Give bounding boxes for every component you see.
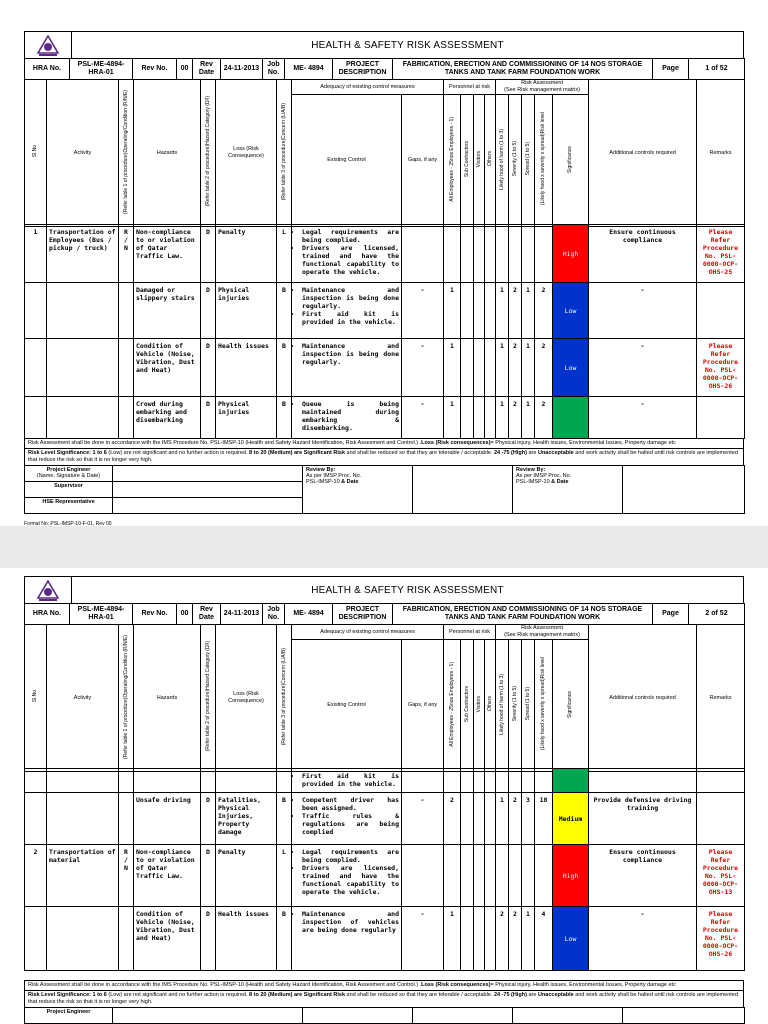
severity-cell bbox=[509, 225, 522, 283]
rev-value: 00 bbox=[177, 604, 193, 625]
header-info bbox=[24, 58, 744, 80]
procedure-note: Risk Assessment shall be done in accordance with the IMS Procedure No. PSL-IMSP-10 (Health and Safety Hazard Identification, Risk Assesment and Control.) .Loss (Risk consequences)= Physical injury, Health issues, Environmental Issues, Property damage etc bbox=[24, 438, 744, 448]
sno-cell: 2 bbox=[25, 845, 47, 907]
col-activity: Activity bbox=[47, 80, 119, 227]
risk-level-cell bbox=[535, 769, 553, 793]
col-personnel: Personnel at risk bbox=[444, 625, 496, 640]
col-significance: Significance bbox=[553, 95, 589, 227]
company-logo bbox=[25, 577, 72, 604]
sno-cell bbox=[25, 397, 47, 439]
rev-date-value: 24-11-2013 bbox=[221, 59, 263, 80]
col-existing: Existing Control bbox=[292, 95, 402, 227]
document-title: HEALTH & SAFETY RISK ASSESSMENT bbox=[311, 585, 504, 596]
remarks-cell bbox=[697, 397, 745, 439]
table-row bbox=[25, 793, 745, 845]
spread-cell: 3 bbox=[522, 793, 535, 845]
rn-cell bbox=[119, 283, 134, 339]
rn-cell: R / N bbox=[119, 225, 134, 283]
col-significance: Significance bbox=[553, 640, 589, 772]
page-value: 1 of 52 bbox=[689, 59, 745, 80]
visitors-cell bbox=[474, 845, 485, 907]
sno-cell bbox=[25, 283, 47, 339]
spread-cell: 1 bbox=[522, 339, 535, 397]
loss-cell: Penalty bbox=[216, 845, 277, 907]
rev-date-value: 24-11-2013 bbox=[221, 604, 263, 625]
existing-control-cell bbox=[292, 793, 402, 845]
significance-cell bbox=[553, 769, 589, 793]
rn-cell bbox=[119, 907, 134, 971]
col-hazards: Hazards bbox=[134, 80, 201, 227]
table-row bbox=[25, 339, 745, 397]
col-adequacy: Adequacy of existing control measures bbox=[292, 80, 444, 95]
project-value: FABRICATION, ERECTION AND COMMISSIONING OF 14 NOS STORAGE TANKS AND TANK FARM FOUNDATION WORK bbox=[393, 59, 653, 80]
table-row bbox=[25, 283, 745, 339]
hazard-cell: Damaged or slippery stairs bbox=[134, 283, 201, 339]
col-concern: (Refer table 3 of procedure)Concern (L/A/B) bbox=[277, 625, 292, 772]
project-engineer-field[interactable] bbox=[113, 1008, 303, 1024]
activity-cell bbox=[47, 793, 119, 845]
hra-label: HRA No. bbox=[25, 59, 70, 80]
hazard-cell: Condition of Vehicle (Noise, Vibration, Dust and Heat) bbox=[134, 907, 201, 971]
rn-cell bbox=[119, 339, 134, 397]
logo-icon bbox=[35, 580, 61, 602]
table-row bbox=[25, 397, 745, 439]
col-likelihood: Likely hood of harm (1 to 3) bbox=[496, 95, 509, 227]
visitors-cell bbox=[474, 907, 485, 971]
significance-cell: High bbox=[553, 225, 589, 283]
sub-contractors-cell bbox=[461, 283, 474, 339]
column-headers bbox=[24, 79, 744, 227]
review-by-block-2: Review By: As per IMSP Proc. No. PSL-IMSP-10 & Date bbox=[513, 466, 623, 514]
rn-cell bbox=[119, 793, 134, 845]
control-item: • Maintenance and inspection is being done regularly. bbox=[302, 286, 399, 310]
additional-controls-cell: Provide defensive driving training bbox=[589, 793, 697, 845]
col-others: Others bbox=[485, 640, 496, 772]
hazard-cat-cell: D bbox=[201, 225, 216, 283]
likelihood-cell bbox=[496, 225, 509, 283]
job-label: Job No. bbox=[263, 59, 285, 80]
significance-cell: Low bbox=[553, 907, 589, 971]
hazard-cat-cell: D bbox=[201, 283, 216, 339]
gaps-cell: - bbox=[402, 397, 444, 439]
col-likelihood: Likely hood of harm (1 to 3) bbox=[496, 640, 509, 772]
activity-cell bbox=[47, 769, 119, 793]
sub-contractors-cell bbox=[461, 225, 474, 283]
all-employees-cell: 2 bbox=[444, 793, 461, 845]
likelihood-cell: 1 bbox=[496, 283, 509, 339]
signature-table bbox=[24, 465, 745, 514]
visitors-cell bbox=[474, 397, 485, 439]
risk-level-cell bbox=[535, 225, 553, 283]
gaps-cell: - bbox=[402, 907, 444, 971]
col-hazards: Hazards bbox=[134, 625, 201, 772]
col-existing: Existing Control bbox=[292, 640, 402, 772]
col-personnel: Personnel at risk bbox=[444, 80, 496, 95]
col-all-emp: All Employees - 25nos Employees - 1) bbox=[444, 95, 461, 227]
table-row bbox=[25, 845, 745, 907]
review-by-block: Review By: As per IMSP Proc. No. PSL-IMSP-10 & Date bbox=[303, 466, 413, 514]
concern-cell: L bbox=[277, 225, 292, 283]
signature-table bbox=[24, 1007, 745, 1024]
spread-cell bbox=[522, 769, 535, 793]
col-loss: Loss (Risk Consequence) bbox=[216, 80, 277, 227]
gaps-cell: - bbox=[402, 283, 444, 339]
others-cell bbox=[485, 769, 496, 793]
concern-cell: B bbox=[277, 907, 292, 971]
job-value: ME- 4894 bbox=[285, 59, 333, 80]
column-headers bbox=[24, 624, 744, 772]
col-hazard-cat: (Refer table 2 of procedure)Hazard Category (D/I) bbox=[201, 625, 216, 772]
sno-cell bbox=[25, 769, 47, 793]
all-employees-cell: 1 bbox=[444, 907, 461, 971]
col-activity: Activity bbox=[47, 625, 119, 772]
hazard-cat-cell: D bbox=[201, 907, 216, 971]
hazard-cell: Non-compliance to or violation of Qatar Traffic Law. bbox=[134, 225, 201, 283]
hazard-cell: Crowd during embarking and disembarking bbox=[134, 397, 201, 439]
logo-icon bbox=[35, 35, 61, 57]
sub-contractors-cell bbox=[461, 907, 474, 971]
page-value: 2 of 52 bbox=[689, 604, 745, 625]
likelihood-cell: 1 bbox=[496, 793, 509, 845]
others-cell bbox=[485, 225, 496, 283]
control-item: • First aid kit is provided in the vehicle. bbox=[302, 310, 399, 326]
col-visitors: Visitors bbox=[474, 95, 485, 227]
hra-label: HRA No. bbox=[25, 604, 70, 625]
loss-cell: Penalty bbox=[216, 225, 277, 283]
hazard-cat-cell: D bbox=[201, 397, 216, 439]
visitors-cell bbox=[474, 793, 485, 845]
job-label: Job No. bbox=[263, 604, 285, 625]
others-cell bbox=[485, 283, 496, 339]
page-label: Page bbox=[653, 59, 689, 80]
remarks-cell bbox=[697, 793, 745, 845]
additional-controls-cell: Ensure continuous compliance bbox=[589, 845, 697, 907]
gaps-cell bbox=[402, 225, 444, 283]
sub-contractors-cell bbox=[461, 339, 474, 397]
col-loss: Loss (Risk Consequence) bbox=[216, 625, 277, 772]
concern-cell: B bbox=[277, 397, 292, 439]
document-title: HEALTH & SAFETY RISK ASSESSMENT bbox=[311, 40, 504, 51]
page-label: Page bbox=[653, 604, 689, 625]
all-employees-cell bbox=[444, 769, 461, 793]
additional-controls-cell: - bbox=[589, 397, 697, 439]
col-others: Others bbox=[485, 95, 496, 227]
review-signature-field-2[interactable] bbox=[623, 1008, 745, 1024]
col-risk-level: (Likely hood x severity x spread)Risk level bbox=[535, 95, 553, 227]
gaps-cell: - bbox=[402, 339, 444, 397]
control-item: • Drivers are licensed, trained and have the functional capability to operate the vehicle. bbox=[302, 244, 399, 276]
significance-cell: Low bbox=[553, 339, 589, 397]
risk-level-cell: 2 bbox=[535, 397, 553, 439]
severity-cell: 2 bbox=[509, 339, 522, 397]
col-concern: (Refer table 3 of procedure)Concern (L/A/B) bbox=[277, 80, 292, 227]
additional-controls-cell: - bbox=[589, 283, 697, 339]
rev-date-label: Rev Date bbox=[193, 604, 221, 625]
col-additional: Additional controls required bbox=[589, 80, 697, 227]
rev-date-label: Rev Date bbox=[193, 59, 221, 80]
col-visitors: Visitors bbox=[474, 640, 485, 772]
hse-rep-label: HSE Representative bbox=[25, 498, 113, 514]
hazard-cat-cell: D bbox=[201, 339, 216, 397]
col-rn: (Refer table 1 of procedure)Operating/Condition (R/N/E) bbox=[119, 625, 134, 772]
table-row bbox=[25, 907, 745, 971]
project-label: PROJECT DESCRIPTION bbox=[333, 59, 393, 80]
rev-label: Rev No. bbox=[133, 604, 177, 625]
project-engineer-field[interactable] bbox=[113, 466, 303, 482]
table-row bbox=[25, 225, 745, 283]
significance-cell: Low bbox=[553, 283, 589, 339]
risk-level-cell: 4 bbox=[535, 907, 553, 971]
spread-cell: 1 bbox=[522, 907, 535, 971]
likelihood-cell: 1 bbox=[496, 397, 509, 439]
sub-contractors-cell bbox=[461, 793, 474, 845]
control-item: • Maintenance and inspection is being done regularly. bbox=[302, 342, 399, 366]
additional-controls-cell: - bbox=[589, 907, 697, 971]
procedure-note: Risk Assessment shall be done in accordance with the IMS Procedure No. PSL-IMSP-10 (Health and Safety Hazard Identification, Risk Assesment and Control.) .Loss (Risk consequences)= Physical injury, Health issues, Environmental Issues, Property damage etc bbox=[24, 980, 744, 990]
table-row bbox=[25, 769, 745, 793]
sub-contractors-cell bbox=[461, 845, 474, 907]
supervisor-field[interactable] bbox=[113, 482, 303, 498]
spread-cell bbox=[522, 225, 535, 283]
review-signature-field[interactable] bbox=[413, 466, 513, 514]
review-by-block bbox=[303, 1008, 413, 1024]
likelihood-cell: 1 bbox=[496, 339, 509, 397]
loss-cell: Health issues bbox=[216, 339, 277, 397]
control-item: • Legal requirements are being complied. bbox=[302, 228, 399, 244]
existing-control-cell bbox=[292, 225, 402, 283]
loss-cell bbox=[216, 769, 277, 793]
visitors-cell bbox=[474, 225, 485, 283]
loss-cell: Physical injuries bbox=[216, 397, 277, 439]
hazard-cat-cell bbox=[201, 769, 216, 793]
remarks-cell: Please Refer Procedure No. PSL-0000-OCP-OHS-13 bbox=[697, 845, 745, 907]
control-item: • Drivers are licensed, trained and have the functional capability to operate the vehicle. bbox=[302, 864, 399, 896]
others-cell bbox=[485, 339, 496, 397]
gaps-cell bbox=[402, 769, 444, 793]
activity-cell: Transportation of Employees (Bus / pickup / truck) bbox=[47, 225, 119, 283]
control-item: • Competent driver has been assigned. bbox=[302, 796, 399, 812]
spread-cell: 1 bbox=[522, 283, 535, 339]
existing-control-cell bbox=[292, 769, 402, 793]
rn-cell: R / N bbox=[119, 845, 134, 907]
format-number: Format No: PSL-IMSP-10-F-01, Rev 00 bbox=[24, 521, 112, 526]
all-employees-cell bbox=[444, 225, 461, 283]
remarks-cell bbox=[697, 769, 745, 793]
col-hazard-cat: (Refer table 2 of procedure)Hazard Category (D/I) bbox=[201, 80, 216, 227]
sno-cell bbox=[25, 907, 47, 971]
concern-cell bbox=[277, 769, 292, 793]
title-bar bbox=[24, 576, 744, 603]
hazard-cell: Non-compliance to or violation of Qatar Traffic Law. bbox=[134, 845, 201, 907]
others-cell bbox=[485, 907, 496, 971]
significance-cell bbox=[553, 397, 589, 439]
significance-note: Risk Level Significance: 1 to 6 (Low) are not significant and no further action is required. 8 to 20 (Medium) are Significant Risk and shall be reduced so that they are tolerable / acceptable. 24 -75 (High) are Unacceptable and work activity shall be halted until risk controls are implemented that reduce the risk so that it is no longer very high. bbox=[24, 448, 744, 465]
remarks-cell: Please Refer Procedure No. PSL-0000-OCP-OHS-26 bbox=[697, 339, 745, 397]
remarks-cell bbox=[697, 283, 745, 339]
project-label: PROJECT DESCRIPTION bbox=[333, 604, 393, 625]
supervisor-label: Supervisor bbox=[25, 482, 113, 498]
hra-value: PSL-ME-4894-HRA-01 bbox=[70, 604, 133, 625]
significance-cell: Medium bbox=[553, 793, 589, 845]
additional-controls-cell: Ensure continuous compliance bbox=[589, 225, 697, 283]
remarks-cell: Please Refer Procedure No. PSL-0000-OCP-OHS-26 bbox=[697, 907, 745, 971]
col-remarks: Remarks bbox=[697, 625, 745, 772]
activity-cell bbox=[47, 397, 119, 439]
rn-cell bbox=[119, 769, 134, 793]
control-item: • Traffic rules & regulations are being complied bbox=[302, 812, 399, 836]
title-bar bbox=[24, 31, 744, 58]
activity-cell bbox=[47, 907, 119, 971]
severity-cell: 2 bbox=[509, 283, 522, 339]
likelihood-cell: 2 bbox=[496, 907, 509, 971]
col-risk-assessment: Risk Assessment (See Risk management matrix) bbox=[496, 80, 589, 95]
concern-cell: B bbox=[277, 339, 292, 397]
significance-note: Risk Level Significance: 1 to 6 (Low) are not significant and no further action is required. 8 to 20 (Medium) are Significant Risk and shall be reduced so that they are tolerable / acceptable. 24 -75 (High) are Unacceptable and work activity shall be halted until risk controls are implemented that reduce the risk so that it is no longer very high. bbox=[24, 990, 744, 1007]
document-page-2 bbox=[0, 568, 768, 1024]
review-signature-field[interactable] bbox=[413, 1008, 513, 1024]
header-info bbox=[24, 603, 744, 625]
significance-cell: High bbox=[553, 845, 589, 907]
sub-contractors-cell bbox=[461, 397, 474, 439]
visitors-cell bbox=[474, 283, 485, 339]
visitors-cell bbox=[474, 769, 485, 793]
col-rn: (Refer table 1 of procedure)Operating/Condition (R/N/E) bbox=[119, 80, 134, 227]
control-item: • First aid kit is provided in the vehicle. bbox=[302, 772, 399, 788]
risk-level-cell: 2 bbox=[535, 283, 553, 339]
existing-control-cell bbox=[292, 283, 402, 339]
col-spread: Spread (1 to 5) bbox=[522, 95, 535, 227]
severity-cell: 2 bbox=[509, 793, 522, 845]
rn-cell bbox=[119, 397, 134, 439]
severity-cell: 2 bbox=[509, 397, 522, 439]
others-cell bbox=[485, 793, 496, 845]
activity-cell: Transportation of material bbox=[47, 845, 119, 907]
sno-cell bbox=[25, 793, 47, 845]
col-additional: Additional controls required bbox=[589, 625, 697, 772]
gaps-cell: - bbox=[402, 793, 444, 845]
col-risk-assessment: Risk Assessment (See Risk management matrix) bbox=[496, 625, 589, 640]
all-employees-cell: 1 bbox=[444, 283, 461, 339]
concern-cell: B bbox=[277, 283, 292, 339]
concern-cell: B bbox=[277, 793, 292, 845]
hazard-cat-cell: D bbox=[201, 793, 216, 845]
risk-table-page-2 bbox=[24, 768, 744, 971]
others-cell bbox=[485, 397, 496, 439]
review-by-block-2 bbox=[513, 1008, 623, 1024]
project-engineer-label: Project Engineer (Name, Signature & Date) bbox=[25, 466, 113, 482]
job-value: ME- 4894 bbox=[285, 604, 333, 625]
likelihood-cell bbox=[496, 845, 509, 907]
visitors-cell bbox=[474, 339, 485, 397]
col-sno: Sl.No bbox=[25, 625, 47, 772]
severity-cell bbox=[509, 769, 522, 793]
risk-level-cell bbox=[535, 845, 553, 907]
company-logo bbox=[25, 32, 72, 59]
additional-controls-cell: - bbox=[589, 339, 697, 397]
col-gaps: Gaps, if any bbox=[402, 95, 444, 227]
remarks-cell: Please Refer Procedure No. PSL-0000-OCP-OHS-25 bbox=[697, 225, 745, 283]
severity-cell: 2 bbox=[509, 907, 522, 971]
hazard-cell: Condition of Vehicle (Noise, Vibration, Dust and Heat) bbox=[134, 339, 201, 397]
gaps-cell bbox=[402, 845, 444, 907]
sno-cell bbox=[25, 339, 47, 397]
spread-cell bbox=[522, 845, 535, 907]
concern-cell: L bbox=[277, 845, 292, 907]
loss-cell: Physical injuries bbox=[216, 283, 277, 339]
col-remarks: Remarks bbox=[697, 80, 745, 227]
rev-value: 00 bbox=[177, 59, 193, 80]
hazard-cell bbox=[134, 769, 201, 793]
existing-control-cell bbox=[292, 907, 402, 971]
col-severity: Severity (1 to 5) bbox=[509, 95, 522, 227]
project-value: FABRICATION, ERECTION AND COMMISSIONING OF 14 NOS STORAGE TANKS AND TANK FARM FOUNDATION WORK bbox=[393, 604, 653, 625]
hse-rep-field[interactable] bbox=[113, 498, 303, 514]
existing-control-cell bbox=[292, 397, 402, 439]
col-sub: Sub Contractors bbox=[461, 640, 474, 772]
col-severity: Severity (1 to 5) bbox=[509, 640, 522, 772]
loss-cell: Health issues bbox=[216, 907, 277, 971]
col-gaps: Gaps, if any bbox=[402, 640, 444, 772]
all-employees-cell: 1 bbox=[444, 339, 461, 397]
col-sno: Sl.No bbox=[25, 80, 47, 227]
col-sub: Sub Contractors bbox=[461, 95, 474, 227]
activity-cell bbox=[47, 283, 119, 339]
hazard-cat-cell: D bbox=[201, 845, 216, 907]
review-signature-field-2[interactable] bbox=[623, 466, 745, 514]
activity-cell bbox=[47, 339, 119, 397]
additional-controls-cell bbox=[589, 769, 697, 793]
existing-control-cell bbox=[292, 339, 402, 397]
risk-level-cell: 2 bbox=[535, 339, 553, 397]
hazard-cell: Unsafe driving bbox=[134, 793, 201, 845]
risk-level-cell: 18 bbox=[535, 793, 553, 845]
control-item: • Legal requirements are being complied. bbox=[302, 848, 399, 864]
col-risk-level: (Likely hood x severity x spread)Risk level bbox=[535, 640, 553, 772]
hra-value: PSL-ME-4894-HRA-01 bbox=[70, 59, 133, 80]
control-item: • Queue is being maintained during embarking & disembarking. bbox=[302, 400, 399, 432]
control-item: • Maintenance and inspection of vehicles are being done regularly bbox=[302, 910, 399, 934]
rev-label: Rev No. bbox=[133, 59, 177, 80]
likelihood-cell bbox=[496, 769, 509, 793]
col-spread: Spread (1 to 5) bbox=[522, 640, 535, 772]
all-employees-cell bbox=[444, 845, 461, 907]
sub-contractors-cell bbox=[461, 769, 474, 793]
existing-control-cell bbox=[292, 845, 402, 907]
col-all-emp: All Employees - 25nos Employees - 1) bbox=[444, 640, 461, 772]
sno-cell: 1 bbox=[25, 225, 47, 283]
col-adequacy: Adequacy of existing control measures bbox=[292, 625, 444, 640]
footer-page-2 bbox=[24, 980, 744, 1024]
severity-cell bbox=[509, 845, 522, 907]
footer-page-1 bbox=[24, 438, 744, 526]
all-employees-cell: 1 bbox=[444, 397, 461, 439]
others-cell bbox=[485, 845, 496, 907]
spread-cell: 1 bbox=[522, 397, 535, 439]
project-engineer-label: Project Engineer bbox=[25, 1008, 113, 1024]
loss-cell: Fatalities, Physical Injuries, Property damage bbox=[216, 793, 277, 845]
risk-table-page-1 bbox=[24, 224, 744, 439]
